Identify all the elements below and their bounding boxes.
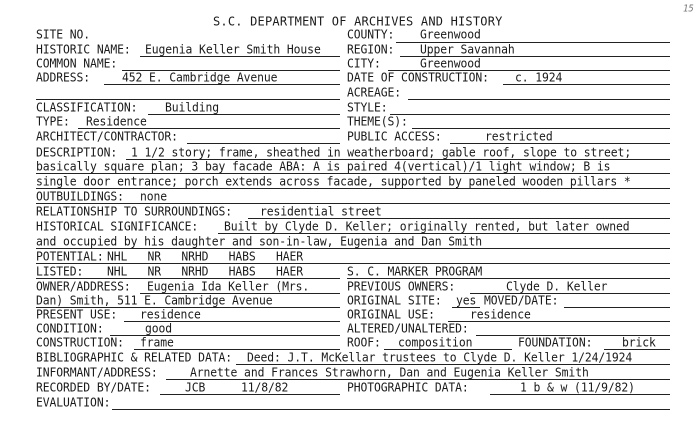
potential-options: NHL NR NRHD HABS HAER — [107, 248, 303, 264]
public-access-label: PUBLIC ACCESS: — [347, 128, 442, 144]
foundation-value: brick — [622, 334, 656, 350]
description-underline-3 — [36, 188, 670, 189]
owner-address-line-1: Eugenia Ida Keller (Mrs. — [147, 278, 310, 294]
city-value: Greenwood — [420, 55, 481, 71]
classification-label: CLASSIFICATION: — [36, 99, 138, 115]
photographic-data-label: PHOTOGRAPHIC DATA: — [347, 379, 469, 395]
original-site-value: yes — [456, 292, 477, 308]
historical-significance-label: HISTORICAL SIGNIFICANCE: — [36, 218, 199, 234]
informant-label: INFORMANT/ADDRESS: — [36, 364, 158, 380]
outbuildings-label: OUTBUILDINGS: — [36, 188, 124, 204]
public-access-value: restricted — [485, 128, 553, 144]
present-use-value: residence — [140, 306, 201, 322]
form-header: S.C. DEPARTMENT OF ARCHIVES AND HISTORY — [213, 13, 503, 29]
theme-label: THEME(S): — [347, 113, 408, 129]
relationship-label: RELATIONSHIP TO SURROUNDINGS: — [36, 203, 232, 219]
style-underline — [390, 114, 670, 115]
owner-address-label: OWNER/ADDRESS: — [36, 278, 131, 294]
type-label: TYPE: — [36, 113, 70, 129]
informant-value: Arnette and Frances Strawhorn, Dan and Eugenia Keller Smith — [190, 364, 589, 380]
bibliographic-value: Deed: J.T. McKellar trustees to Clyde D. Keller 1/24/1924 — [247, 349, 633, 365]
historic-name-value: Eugenia Keller Smith House — [145, 41, 321, 57]
foundation-label: FOUNDATION: — [518, 334, 593, 350]
construction-value: frame — [140, 334, 174, 350]
description-line-1: 1 1/2 story; frame, sheathed in weatherboard; gable roof, slope to street; — [131, 144, 632, 160]
moved-date-underline — [564, 307, 670, 308]
page-number: 15 — [683, 4, 694, 15]
public-access-underline — [450, 143, 670, 144]
condition-value: good — [145, 320, 173, 336]
original-use-label: ORIGINAL USE: — [347, 306, 435, 322]
address-underline — [104, 84, 340, 85]
bibliographic-label: BIBLIOGRAPHIC & RELATED DATA: — [36, 349, 232, 365]
listed-options: NHL NR NRHD HABS HAER — [107, 263, 303, 279]
classification-underline — [148, 114, 340, 115]
roof-label: ROOF: — [347, 334, 381, 350]
region-label: REGION: — [347, 41, 395, 57]
architect-label: ARCHITECT/CONTRACTOR: — [36, 128, 178, 144]
style-label: STYLE: — [347, 99, 388, 115]
photographic-data-value: 1 b & w (11/9/82) — [520, 379, 635, 395]
original-site-label: ORIGINAL SITE: — [347, 292, 442, 308]
construction-label: CONSTRUCTION: — [36, 334, 124, 350]
potential-label: POTENTIAL: — [36, 248, 104, 264]
county-value: Greenwood — [420, 26, 481, 42]
listed-label: LISTED: — [36, 263, 84, 279]
address-value: 452 E. Cambridge Avenue — [122, 69, 278, 85]
evaluation-underline — [112, 409, 670, 410]
description-line-3: single door entrance; porch extends across facade, supported by paneled wooden pillars * — [36, 173, 631, 189]
recorded-by-underline — [160, 394, 340, 395]
date-of-construction-underline — [503, 84, 670, 85]
marker-program-label: S. C. MARKER PROGRAM — [347, 263, 483, 279]
acreage-underline — [408, 99, 670, 100]
historic-name-label: HISTORIC NAME: — [36, 41, 131, 57]
roof-value: composition — [398, 334, 473, 350]
region-value: Upper Savannah — [420, 41, 515, 57]
date-of-construction-value: c. 1924 — [515, 69, 563, 85]
owner-address-line-2: Dan) Smith, 511 E. Cambridge Avenue — [36, 292, 273, 308]
address-label: ADDRESS: — [36, 69, 91, 85]
condition-label: CONDITION: — [36, 320, 104, 336]
acreage-label: ACREAGE: — [347, 84, 402, 100]
site-no-label: SITE NO. — [36, 26, 91, 42]
date-of-construction-label: DATE OF CONSTRUCTION: — [347, 69, 489, 85]
previous-owners-value: Clyde D. Keller — [506, 278, 608, 294]
recorded-by-value: JCB — [185, 379, 206, 395]
original-use-value: residence — [470, 306, 531, 322]
description-label: DESCRIPTION: — [36, 144, 118, 160]
type-value: Residence — [86, 113, 147, 129]
architect-underline — [187, 143, 340, 144]
city-label: CITY: — [347, 55, 381, 71]
relationship-value: residential street — [260, 203, 382, 219]
recorded-date-value: 11/8/82 — [241, 379, 289, 395]
outbuildings-value: none — [140, 188, 168, 204]
county-label: COUNTY: — [347, 26, 395, 42]
classification-value: Building — [165, 99, 220, 115]
evaluation-label: EVALUATION: — [36, 394, 111, 410]
common-name-label: COMMON NAME: — [36, 55, 118, 71]
present-use-label: PRESENT USE: — [36, 306, 118, 322]
description-line-2: basically square plan; 3 bay facade ABA: A is paired 4(vertical)/1 light window; B is — [36, 158, 611, 174]
original-use-underline — [448, 321, 670, 322]
previous-owners-label: PREVIOUS OWNERS: — [347, 278, 456, 294]
altered-label: ALTERED/UNALTERED: — [347, 320, 469, 336]
historical-significance-line-2: and occupied by his daughter and son-in-law, Eugenia and Dan Smith — [36, 233, 483, 249]
moved-date-label: MOVED/DATE: — [484, 292, 559, 308]
historical-significance-line-1: Built by Clyde D. Keller; originally rented, but later owned — [224, 218, 630, 234]
historic-name-underline — [140, 56, 340, 57]
photographic-data-underline — [490, 394, 670, 395]
recorded-by-label: RECORDED BY/DATE: — [36, 379, 151, 395]
